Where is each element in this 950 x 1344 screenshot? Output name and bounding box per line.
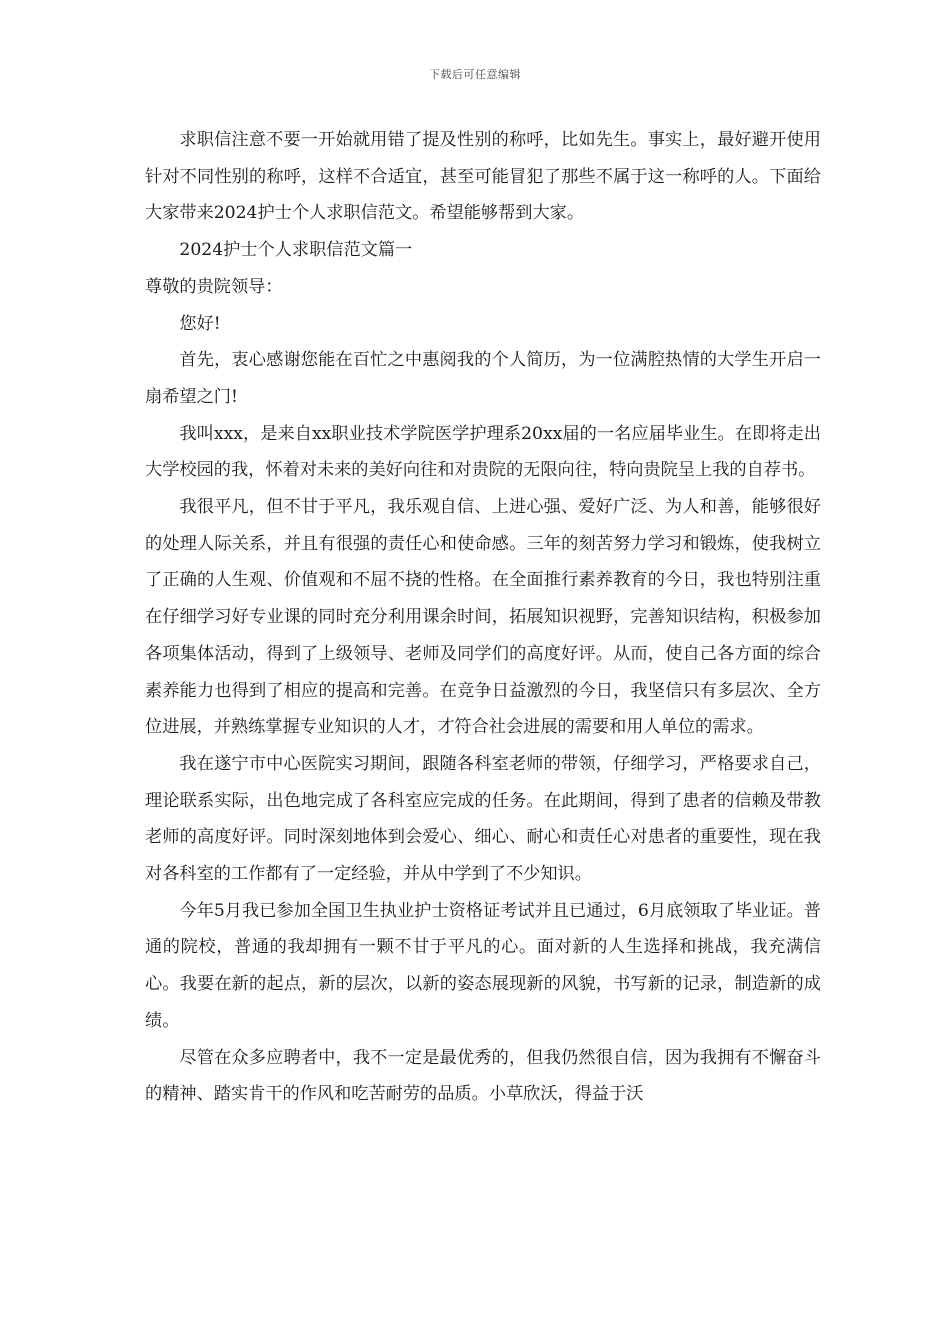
section-title: 2024护士个人求职信范文篇一 — [179, 240, 413, 261]
body-paragraph: 我在遂宁市中心医院实习期间，跟随各科室老师的带领，仔细学习，严格要求自己，理论联系实际，出色地完成了各科室应完成的任务。在此期间，得到了患者的信赖及带教老师的高度好评。同时深刻地体到会爱心、细心、耐心和责任心对患者的重要性，现在我对各科室的工作都有了一定经验，并从中学到了不少知识。 — [145, 753, 821, 885]
body-paragraph: 首先，衷心感谢您能在百忙之中惠阅我的个人简历，为一位满腔热情的大学生开启一扇希望之门! — [145, 350, 821, 407]
page-header: 下载后可任意编辑 — [429, 68, 521, 81]
letter-body — [145, 122, 821, 1113]
salutation: 尊敬的贵院领导： — [145, 276, 283, 297]
greeting: 您好! — [179, 313, 221, 334]
intro-paragraph: 求职信注意不要一开始就用错了提及性别的称呼，比如先生。事实上，最好避开使用针对不同性别的称呼，这样不合适宜，甚至可能冒犯了那些不属于这一称呼的人。下面给大家带来2024护士个人求职信范文。希望能够帮到大家。 — [145, 130, 821, 224]
body-paragraph: 我很平凡，但不甘于平凡，我乐观自信、上进心强、爱好广泛、为人和善，能够很好的处理人际关系，并且有很强的责任心和使命感。三年的刻苦努力学习和锻炼，使我树立了正确的人生观、价值观和不屈不挠的性格。在全面推行素养教育的今日，我也特别注重在仔细学习好专业课的同时充分利用课余时间，拓展知识视野，完善知识结构，积极参加各项集体活动，得到了上级领导、老师及同学们的高度好评。从而，使自己各方面的综合素养能力也得到了相应的提高和完善。在竞争日益激烈的今日，我坚信只有多层次、全方位进展，并熟练掌握专业知识的人才，才符合社会进展的需要和用人单位的需求。 — [145, 497, 821, 738]
body-paragraph: 尽管在众多应聘者中，我不一定是最优秀的，但我仍然很自信，因为我拥有不懈奋斗的精神、踏实肯干的作风和吃苦耐劳的品质。小草欣沃，得益于沃 — [145, 1047, 821, 1105]
body-paragraph: 我叫xxx，是来自xx职业技术学院医学护理系20xx届的一名应届毕业生。在即将走出大学校园的我，怀着对未来的美好向往和对贵院的无限向往，特向贵院呈上我的自荐书。 — [145, 423, 821, 481]
body-paragraph: 今年5月我已参加全国卫生执业护士资格证考试并且已通过，6月底领取了毕业证。普通的院校，普通的我却拥有一颗不甘于平凡的心。面对新的人生选择和挑战，我充满信心。我要在新的起点，新的层次，以新的姿态展现新的风貌，书写新的记录，制造新的成绩。 — [145, 900, 821, 1031]
